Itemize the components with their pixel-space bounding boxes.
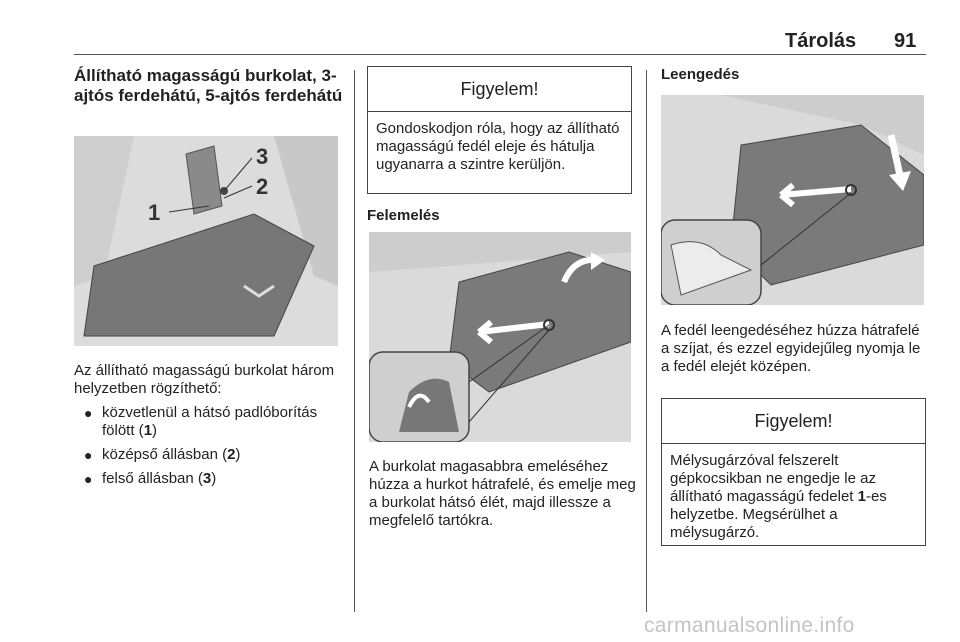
figure-label-3: 3 bbox=[256, 144, 269, 169]
lower-paragraph: A fedél leengedéséhez húzza hátrafelé a szíjat, és ezzel egyidejűleg nyomja le a fedél elejét középen. bbox=[661, 322, 921, 375]
position-number: 3 bbox=[202, 470, 212, 487]
intro-paragraph: Az állítható magasságú burkolat három helyzetben rögzíthető: bbox=[74, 362, 335, 397]
column-divider-1 bbox=[354, 70, 355, 612]
column-divider-2 bbox=[646, 70, 647, 612]
watermark: carmanualsonline.info bbox=[644, 614, 855, 637]
position-number: 1 bbox=[143, 422, 153, 439]
positions-list bbox=[74, 404, 350, 494]
page-header-title: Tárolás bbox=[785, 30, 857, 52]
cargo-cover-positions-illustration bbox=[74, 136, 338, 346]
raise-cover-illustration bbox=[369, 232, 631, 442]
header-rule bbox=[74, 54, 926, 55]
notice-title: Figyelem! bbox=[368, 67, 631, 112]
list-item-end: ) bbox=[235, 446, 241, 463]
notice-position-number: 1 bbox=[857, 488, 866, 505]
list-item-end: ) bbox=[152, 422, 158, 439]
page-number: 91 bbox=[894, 30, 917, 52]
figure-label-2: 2 bbox=[256, 174, 269, 199]
notice-text bbox=[662, 444, 925, 550]
notice-box bbox=[367, 66, 632, 194]
notice-title: Figyelem! bbox=[662, 399, 925, 444]
bullet-dot: ● bbox=[84, 447, 93, 463]
notice-text: Gondoskodjon róla, hogy az állítható magasságú fedél eleje és hátulja ugyanarra a szintre kerüljön. bbox=[376, 120, 620, 173]
bullet-dot: ● bbox=[84, 471, 93, 487]
bullet-dot: ● bbox=[84, 405, 93, 421]
notice-text-before: Mélysugárzóval felszerelt gépkocsikban ne engedje le az állítható magasságú fedelet bbox=[670, 452, 876, 505]
list-item bbox=[74, 470, 350, 488]
figure-label-1: 1 bbox=[148, 200, 161, 225]
section-heading: Állítható magasságú burkolat, 3-ajtós ferdehátú, 5-ajtós ferdehátú bbox=[74, 66, 343, 105]
notice-box-subwoofer bbox=[661, 398, 926, 546]
raise-paragraph: A burkolat magasabbra emeléséhez húzza a hurkot hátrafelé, és emelje meg a burkolat hátsó élét, majd illessze a megfelelő tartókra. bbox=[369, 458, 636, 529]
raise-subheading: Felemelés bbox=[367, 207, 440, 224]
position-number: 2 bbox=[227, 446, 236, 463]
list-item bbox=[74, 446, 350, 464]
list-item bbox=[74, 404, 350, 440]
lower-subheading: Leengedés bbox=[661, 66, 740, 83]
list-item-text: felső állásban ( bbox=[102, 470, 203, 487]
lower-cover-illustration bbox=[661, 95, 924, 305]
notice-text-after: -es helyzetbe. Megsérülhet a mélysugárzó. bbox=[670, 488, 887, 541]
list-item-text: középső állásban ( bbox=[102, 446, 228, 463]
list-item-end: ) bbox=[211, 470, 217, 487]
list-item-text: közvetlenül a hátsó padlóborítás fölött ( bbox=[102, 404, 318, 439]
